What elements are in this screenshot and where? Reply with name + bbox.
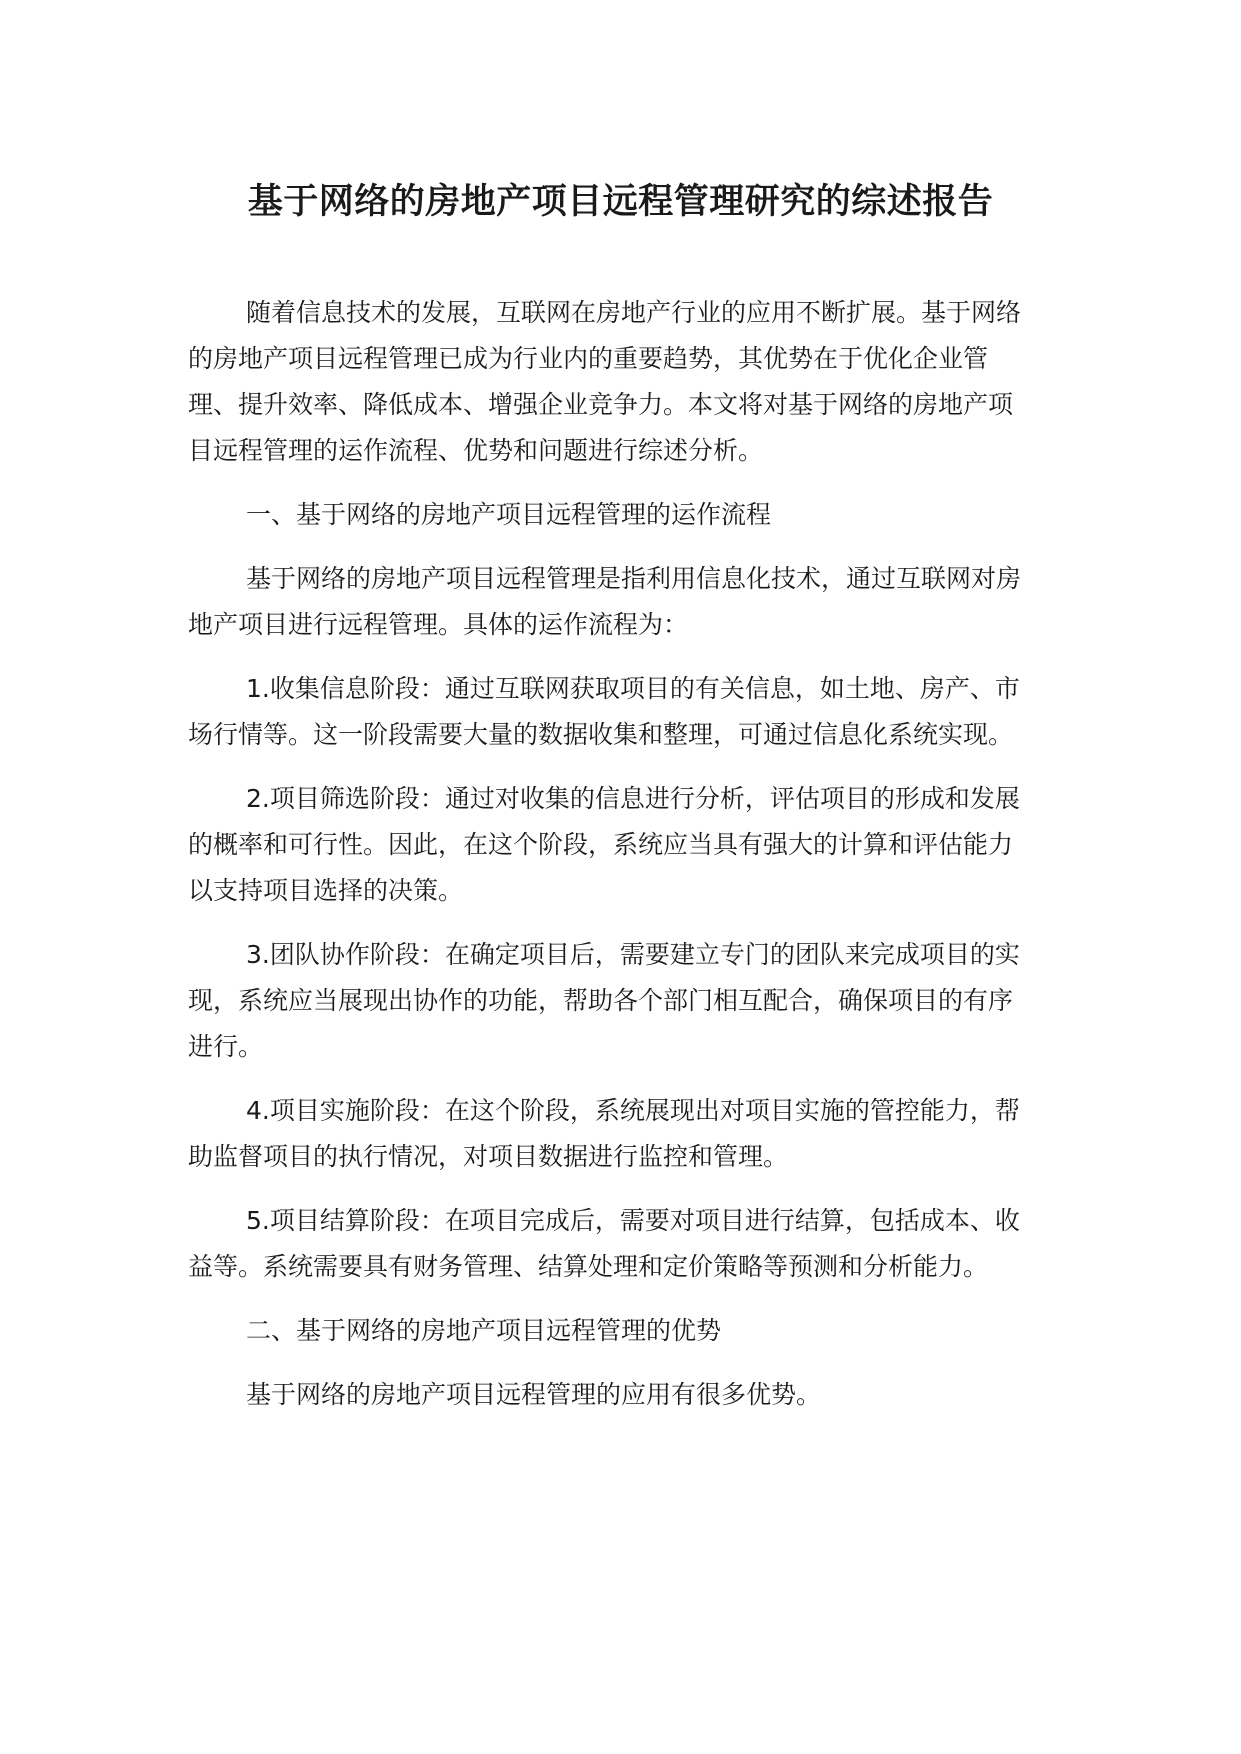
paragraph-step-4: 4.项目实施阶段：在这个阶段，系统展现出对项目实施的管控能力，帮助监督项目的执行情况，对项目数据进行监控和管理。 — [188, 1096, 1020, 1171]
section-heading-advantages: 二、基于网络的房地产项目远程管理的优势 — [246, 1316, 722, 1345]
document-title: 基于网络的房地产项目远程管理研究的综述报告 — [247, 182, 994, 222]
document-body — [188, 290, 1028, 1436]
paragraph-advantages-intro: 基于网络的房地产项目远程管理的应用有很多优势。 — [246, 1380, 822, 1409]
paragraph-intro: 随着信息技术的发展，互联网在房地产行业的应用不断扩展。基于网络的房地产项目远程管理已成为行业内的重要趋势，其优势在于优化企业管理、提升效率、降低成本、增强企业竞争力。本文将对基于网络的房地产项目远程管理的运作流程、优势和问题进行综述分析。 — [188, 298, 1022, 465]
section-heading-workflow: 一、基于网络的房地产项目远程管理的运作流程 — [246, 500, 772, 529]
paragraph-step-3: 3.团队协作阶段：在确定项目后，需要建立专门的团队来完成项目的实现，系统应当展现出协作的功能，帮助各个部门相互配合，确保项目的有序进行。 — [188, 940, 1020, 1061]
paragraph-step-5: 5.项目结算阶段：在项目完成后，需要对项目进行结算，包括成本、收益等。系统需要具有财务管理、结算处理和定价策略等预测和分析能力。 — [188, 1206, 1020, 1281]
paragraph-step-1: 1.收集信息阶段：通过互联网获取项目的有关信息，如土地、房产、市场行情等。这一阶段需要大量的数据收集和整理，可通过信息化系统实现。 — [188, 674, 1020, 749]
paragraph-step-2: 2.项目筛选阶段：通过对收集的信息进行分析，评估项目的形成和发展的概率和可行性。因此，在这个阶段，系统应当具有强大的计算和评估能力以支持项目选择的决策。 — [188, 784, 1020, 905]
paragraph-workflow-definition: 基于网络的房地产项目远程管理是指利用信息化技术，通过互联网对房地产项目进行远程管理。具体的运作流程为： — [188, 564, 1022, 639]
